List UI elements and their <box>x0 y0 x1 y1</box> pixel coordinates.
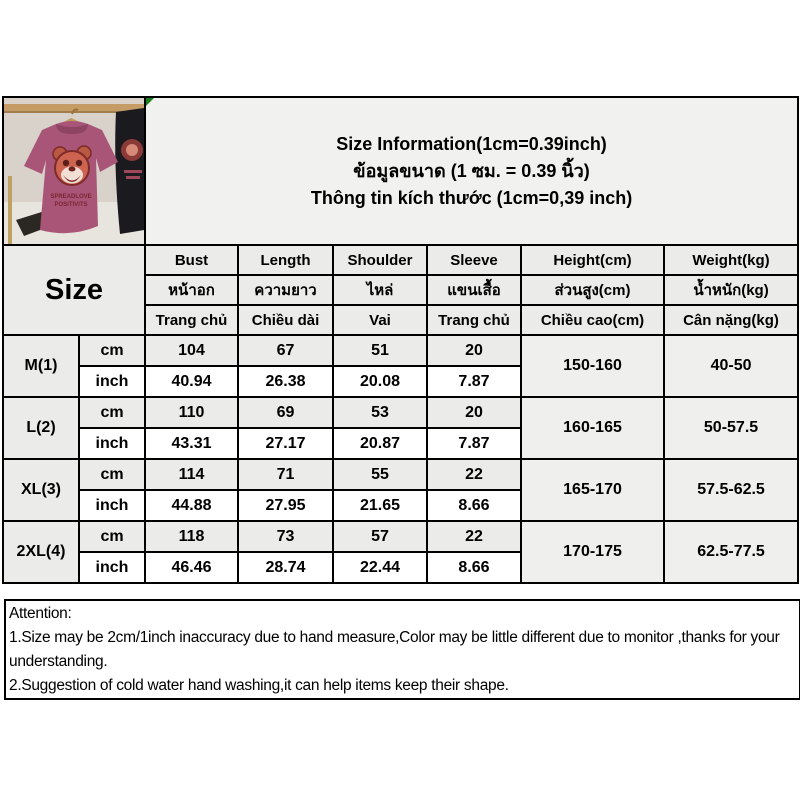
col-header-bust: Bust <box>145 245 238 275</box>
xl-inch-sleeve: 8.66 <box>427 490 521 521</box>
2xl-weight-range: 62.5-77.5 <box>664 521 798 583</box>
title-vietnamese: Thông tin kích thước (1cm=0,39 inch) <box>310 187 633 208</box>
xl-cm-bust: 114 <box>145 459 238 490</box>
xl-height-range: 165-170 <box>521 459 664 521</box>
size-header: Size <box>3 245 145 335</box>
black-tshirt-graphic-inner <box>126 144 138 156</box>
m-cm-shoulder: 51 <box>333 335 427 366</box>
graphic-text-line1: SPREADLOVE <box>50 194 92 200</box>
xl-cm-length: 71 <box>238 459 333 490</box>
m-weight-range: 40-50 <box>664 335 798 397</box>
size-name-m: M(1) <box>3 335 79 397</box>
unit-inch: inch <box>79 366 145 397</box>
col-header-weight: Weight(kg) <box>664 245 798 275</box>
row-2xl-cm <box>3 521 798 552</box>
unit-cm: cm <box>79 521 145 552</box>
title-english: Size Information(1cm=0.39inch) <box>336 133 607 154</box>
l-height-range: 160-165 <box>521 397 664 459</box>
attention-box <box>4 599 800 700</box>
col-header-sleeve-th: แขนเสื้อ <box>427 275 521 305</box>
l-inch-sleeve: 7.87 <box>427 428 521 459</box>
unit-inch: inch <box>79 428 145 459</box>
2xl-cm-length: 73 <box>238 521 333 552</box>
col-header-bust-vi: Trang chủ <box>145 305 238 335</box>
black-tshirt-text-smudge2 <box>126 176 140 179</box>
black-tshirt-text-smudge <box>124 170 142 173</box>
2xl-cm-bust: 118 <box>145 521 238 552</box>
2xl-inch-shoulder: 22.44 <box>333 552 427 583</box>
col-header-length: Length <box>238 245 333 275</box>
2xl-cm-shoulder: 57 <box>333 521 427 552</box>
attention-note-1: 1.Size may be 2cm/1inch inaccuracy due to hand measure,Color may be little different due to monitor ,thanks for your understanding. <box>9 629 780 670</box>
unit-inch: inch <box>79 490 145 521</box>
col-header-shoulder-vi: Vai <box>333 305 427 335</box>
l-cm-length: 69 <box>238 397 333 428</box>
2xl-inch-bust: 46.46 <box>145 552 238 583</box>
title-thai: ข้อมูลขนาด (1 ซม. = 0.39 นิ้ว) <box>353 160 590 181</box>
size-table <box>2 96 799 584</box>
xl-weight-range: 57.5-62.5 <box>664 459 798 521</box>
m-inch-length: 26.38 <box>238 366 333 397</box>
attention-heading: Attention: <box>9 605 72 622</box>
m-inch-shoulder: 20.08 <box>333 366 427 397</box>
xl-cm-shoulder: 55 <box>333 459 427 490</box>
unit-cm: cm <box>79 335 145 366</box>
graphic-text-line2: POSITIVITS <box>54 202 88 208</box>
header-row-english <box>3 245 798 275</box>
col-header-weight-th: น้ำหนัก(kg) <box>664 275 798 305</box>
title-cell <box>145 97 798 245</box>
row-m-cm <box>3 335 798 366</box>
bear-graphic <box>53 146 91 185</box>
attention-note-2: 2.Suggestion of cold water hand washing,it can help items keep their shape. <box>9 677 509 694</box>
photo-title-row <box>3 97 798 245</box>
col-header-height-vi: Chiều cao(cm) <box>521 305 664 335</box>
m-cm-bust: 104 <box>145 335 238 366</box>
size-name-2xl: 2XL(4) <box>3 521 79 583</box>
l-inch-length: 27.17 <box>238 428 333 459</box>
xl-inch-shoulder: 21.65 <box>333 490 427 521</box>
l-cm-sleeve: 20 <box>427 397 521 428</box>
size-chart-sheet <box>2 96 797 694</box>
xl-inch-length: 27.95 <box>238 490 333 521</box>
l-weight-range: 50-57.5 <box>664 397 798 459</box>
size-name-xl: XL(3) <box>3 459 79 521</box>
l-inch-bust: 43.31 <box>145 428 238 459</box>
col-header-shoulder: Shoulder <box>333 245 427 275</box>
col-header-weight-vi: Cân nặng(kg) <box>664 305 798 335</box>
m-cm-sleeve: 20 <box>427 335 521 366</box>
col-header-height-th: ส่วนสูง(cm) <box>521 275 664 305</box>
col-header-length-vi: Chiều dài <box>238 305 333 335</box>
l-cm-shoulder: 53 <box>333 397 427 428</box>
xl-inch-bust: 44.88 <box>145 490 238 521</box>
row-l-cm <box>3 397 798 428</box>
l-inch-shoulder: 20.87 <box>333 428 427 459</box>
col-header-sleeve: Sleeve <box>427 245 521 275</box>
col-header-shoulder-th: ไหล่ <box>333 275 427 305</box>
2xl-cm-sleeve: 22 <box>427 521 521 552</box>
xl-cm-sleeve: 22 <box>427 459 521 490</box>
row-xl-cm <box>3 459 798 490</box>
unit-inch: inch <box>79 552 145 583</box>
l-cm-bust: 110 <box>145 397 238 428</box>
2xl-height-range: 170-175 <box>521 521 664 583</box>
product-photo-cell <box>3 97 145 245</box>
cell-error-marker-icon <box>146 98 154 106</box>
mirror-frame <box>8 176 12 244</box>
unit-cm: cm <box>79 397 145 428</box>
size-name-l: L(2) <box>3 397 79 459</box>
product-photo <box>4 98 144 244</box>
m-inch-bust: 40.94 <box>145 366 238 397</box>
col-header-height: Height(cm) <box>521 245 664 275</box>
col-header-length-th: ความยาว <box>238 275 333 305</box>
m-inch-sleeve: 7.87 <box>427 366 521 397</box>
col-header-sleeve-vi: Trang chủ <box>427 305 521 335</box>
col-header-bust-th: หน้าอก <box>145 275 238 305</box>
2xl-inch-length: 28.74 <box>238 552 333 583</box>
m-height-range: 150-160 <box>521 335 664 397</box>
m-cm-length: 67 <box>238 335 333 366</box>
2xl-inch-sleeve: 8.66 <box>427 552 521 583</box>
unit-cm: cm <box>79 459 145 490</box>
